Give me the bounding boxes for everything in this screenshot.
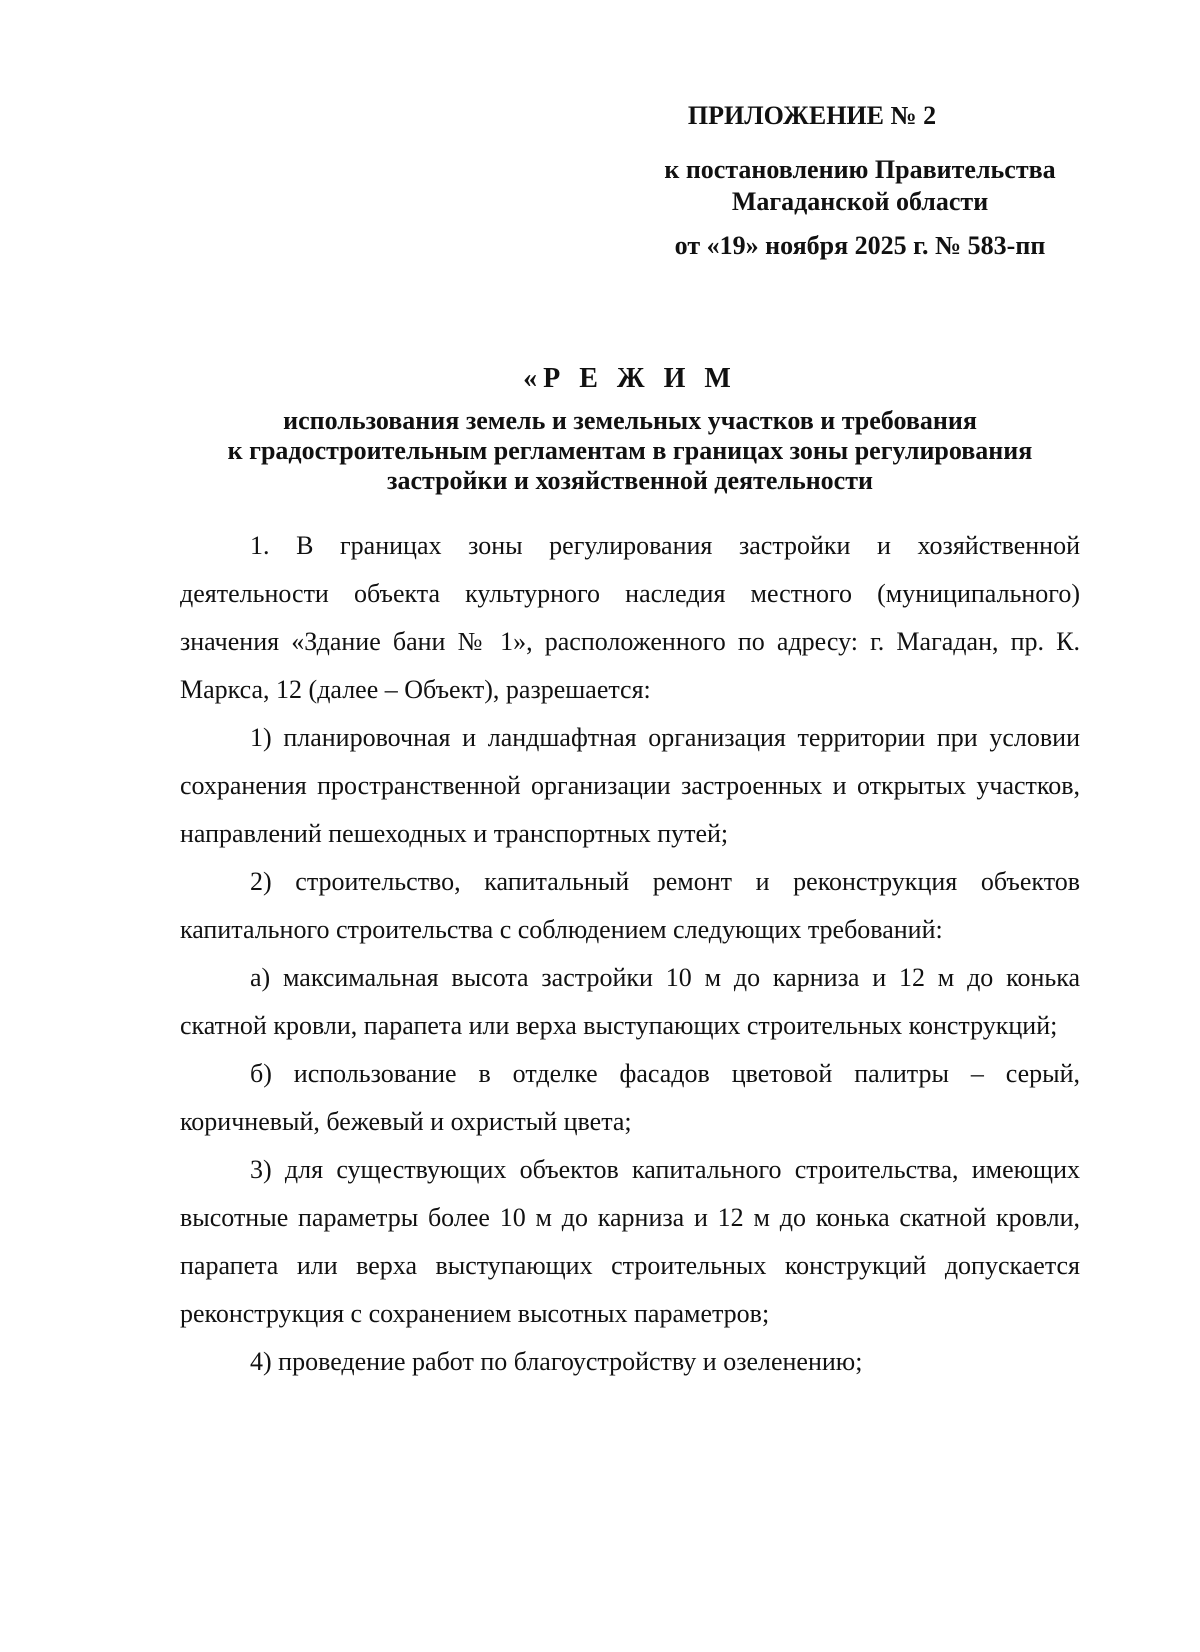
heading-subtitle-line-2: к градостроительным регламентам в границах зоны регулирования xyxy=(227,436,1033,465)
paragraph-item-2: 2) строительство, капитальный ремонт и реконструкция объектов капитального строительства с соблюдением следующих требований: xyxy=(180,867,1080,944)
paragraph-item-1: 1) планировочная и ландшафтная организация территории при условии сохранения пространственной организации застроенных и открытых участков, направлений пешеходных и транспортных путей; xyxy=(180,723,1080,848)
paragraph-1: 1. В границах зоны регулирования застройки и хозяйственной деятельности объекта культурного наследия местного (муниципального) значения «Здание бани № 1», расположенного по адресу: г. Магадан, пр. К. Маркса, 12 (далее – Объект), разрешается: xyxy=(180,531,1080,704)
paragraph-item-4: 4) проведение работ по благоустройству и озеленению; xyxy=(250,1347,863,1376)
appendix-date: от «19» ноября 2025 г. № 583-пп xyxy=(674,231,1046,260)
heading-title: «Р Е Ж И М xyxy=(523,363,737,394)
paragraph-item-3: 3) для существующих объектов капитального строительства, имеющих высотные параметры более 10 м до карниза и 12 м до конька скатной кровли, парапета или верха выступающих строительных конструкций допускается реконструкция с сохранением высотных параметров; xyxy=(180,1155,1080,1328)
appendix-line-2: Магаданской области xyxy=(731,187,989,216)
heading-subtitle-line-1: использования земель и земельных участков и требования xyxy=(283,406,977,435)
appendix-title: ПРИЛОЖЕНИЕ № 2 xyxy=(687,101,937,130)
document-heading xyxy=(160,362,1100,496)
paragraph-item-2b: б) использование в отделке фасадов цветовой палитры – серый, коричневый, бежевый и охристый цвета; xyxy=(180,1059,1080,1136)
appendix-block xyxy=(600,100,1120,262)
heading-subtitle-line-3: застройки и хозяйственной деятельности xyxy=(387,466,873,495)
paragraph-item-2a: а) максимальная высота застройки 10 м до карниза и 12 м до конька скатной кровли, парапета или верха выступающих строительных конструкций; xyxy=(180,963,1080,1040)
document-body xyxy=(180,522,1080,1386)
appendix-line-1: к постановлению Правительства xyxy=(664,155,1056,184)
